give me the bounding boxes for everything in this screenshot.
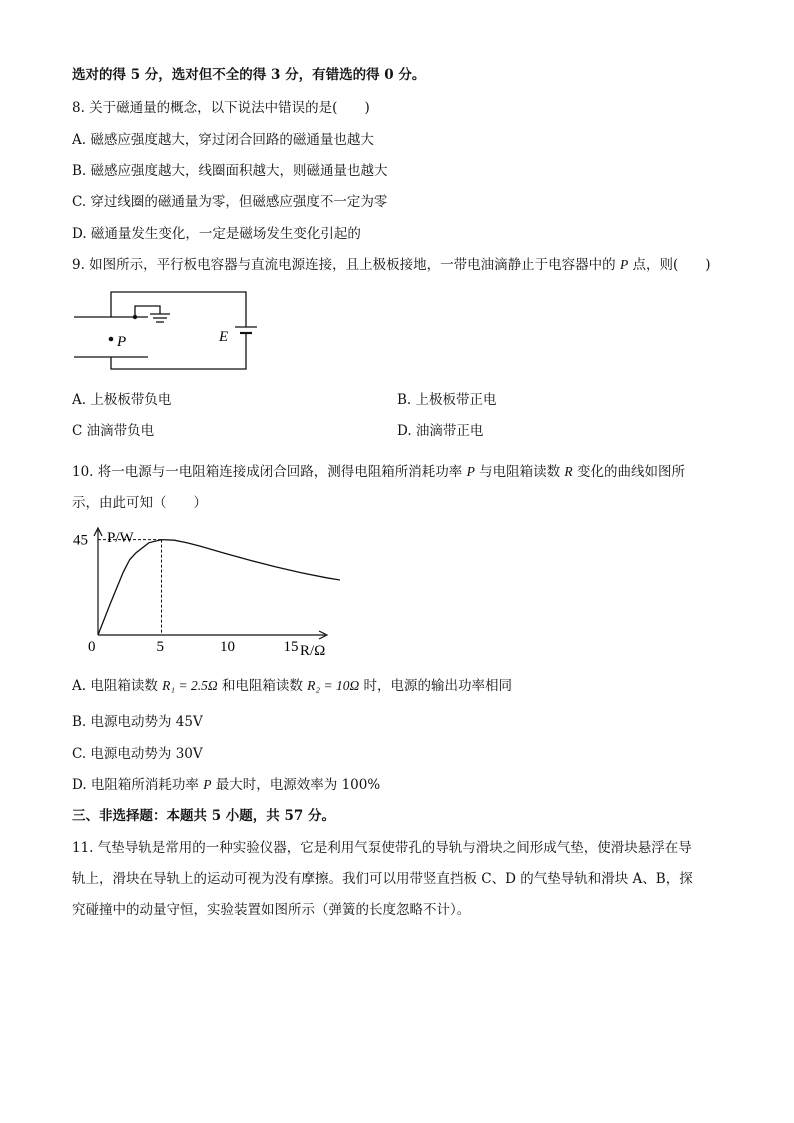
q10-option-a-eq1: R₁ = 2.5Ω: [162, 678, 218, 693]
y-tick-label: 45: [73, 532, 88, 549]
q10-option-c: C. 电源电动势为 30V: [72, 746, 203, 762]
q10-option-a-part1: A. 电阻箱读数: [72, 678, 158, 694]
q10-option-a-eq2: R₂ = 10Ω: [307, 678, 360, 693]
q8-option-d: D. 磁通量发生变化，一定是磁场发生变化引起的: [72, 226, 361, 242]
q9-option-c: C 油滴带负电: [72, 423, 155, 439]
q10-stem-part3: 变化的曲线如图所: [576, 464, 685, 480]
section-heading: 三、非选择题：本题共 5 小题，共 57 分。: [72, 808, 335, 824]
q8-stem: 8. 关于磁通量的概念，以下说法中错误的是( ): [72, 100, 370, 116]
scoring-instruction: 选对的得 5 分，选对但不全的得 3 分，有错选的得 0 分。: [72, 67, 426, 83]
q11-line2: 轨上，滑块在导轨上的运动可视为没有摩擦。我们可以用带竖直挡板 C、D 的气垫导轨和滑块 A、B，探: [72, 871, 693, 887]
q9-stem-part1: 9. 如图所示，平行板电容器与直流电源连接，且上极板接地，一带电油滴静止于电容器中的: [72, 257, 616, 273]
q10-stem-part1: 10. 将一电源与一电阻箱连接成闭合回路，测得电阻箱所消耗功率: [72, 464, 463, 480]
q9-option-a: A. 上极板带负电: [72, 392, 172, 408]
q11-line1: 11. 气垫导轨是常用的一种实验仪器，它是利用气泵使带孔的导轨与滑块之间形成气垫，使滑块悬浮在导: [72, 840, 692, 856]
q10-stem-var-r: R: [564, 464, 573, 479]
q10-stem-line2: 示，由此可知（ ）: [72, 495, 207, 511]
q10-option-a-part3: 时，电源的输出功率相同: [363, 678, 513, 694]
q10-option-b: B. 电源电动势为 45V: [72, 714, 203, 730]
q8-option-b: B. 磁感应强度越大，线圈面积越大，则磁通量也越大: [72, 163, 388, 179]
x-tick-label: 0: [88, 639, 96, 655]
oil-drop-point: [109, 337, 114, 342]
point-p-label: P: [117, 334, 127, 350]
q11-line3: 究碰撞中的动量守恒，实验装置如图所示（弹簧的长度忽略不计）。: [72, 902, 471, 918]
power-curve: [98, 540, 340, 635]
q10-option-d-var: P: [203, 777, 212, 792]
q10-stem-line1: [72, 463, 685, 481]
q10-option-a: [72, 677, 512, 695]
q10-stem-var-p: P: [466, 464, 475, 479]
power-resistance-chart: [70, 522, 340, 662]
q9-option-d: D. 油滴带正电: [397, 423, 484, 439]
x-tick-label: 15: [283, 639, 299, 655]
emf-e-label: E: [219, 329, 229, 345]
y-axis-label: P/W: [107, 530, 134, 546]
q10-option-d-part2: 最大时，电源效率为 100%: [215, 777, 381, 793]
x-axis-label: R/Ω: [300, 643, 326, 659]
q10-option-d: [72, 776, 380, 794]
capacitor-circuit-figure: [70, 284, 260, 374]
x-tick-label: 5: [156, 639, 164, 655]
q9-stem: [72, 256, 711, 274]
q9-option-b: B. 上极板带正电: [397, 392, 497, 408]
q8-option-c: C. 穿过线圈的磁通量为零，但磁感应强度不一定为零: [72, 194, 388, 210]
x-tick-label: 10: [220, 639, 235, 655]
q8-option-a: A. 磁感应强度越大，穿过闭合回路的磁通量也越大: [72, 132, 374, 148]
q10-stem-part2: 与电阻箱读数: [479, 464, 561, 480]
q10-option-a-part2: 和电阻箱读数: [221, 678, 303, 694]
q9-stem-part2: 点，则( ): [632, 257, 711, 273]
q10-option-d-part1: D. 电阻箱所消耗功率: [72, 777, 199, 793]
q9-stem-variable: P: [619, 257, 629, 272]
